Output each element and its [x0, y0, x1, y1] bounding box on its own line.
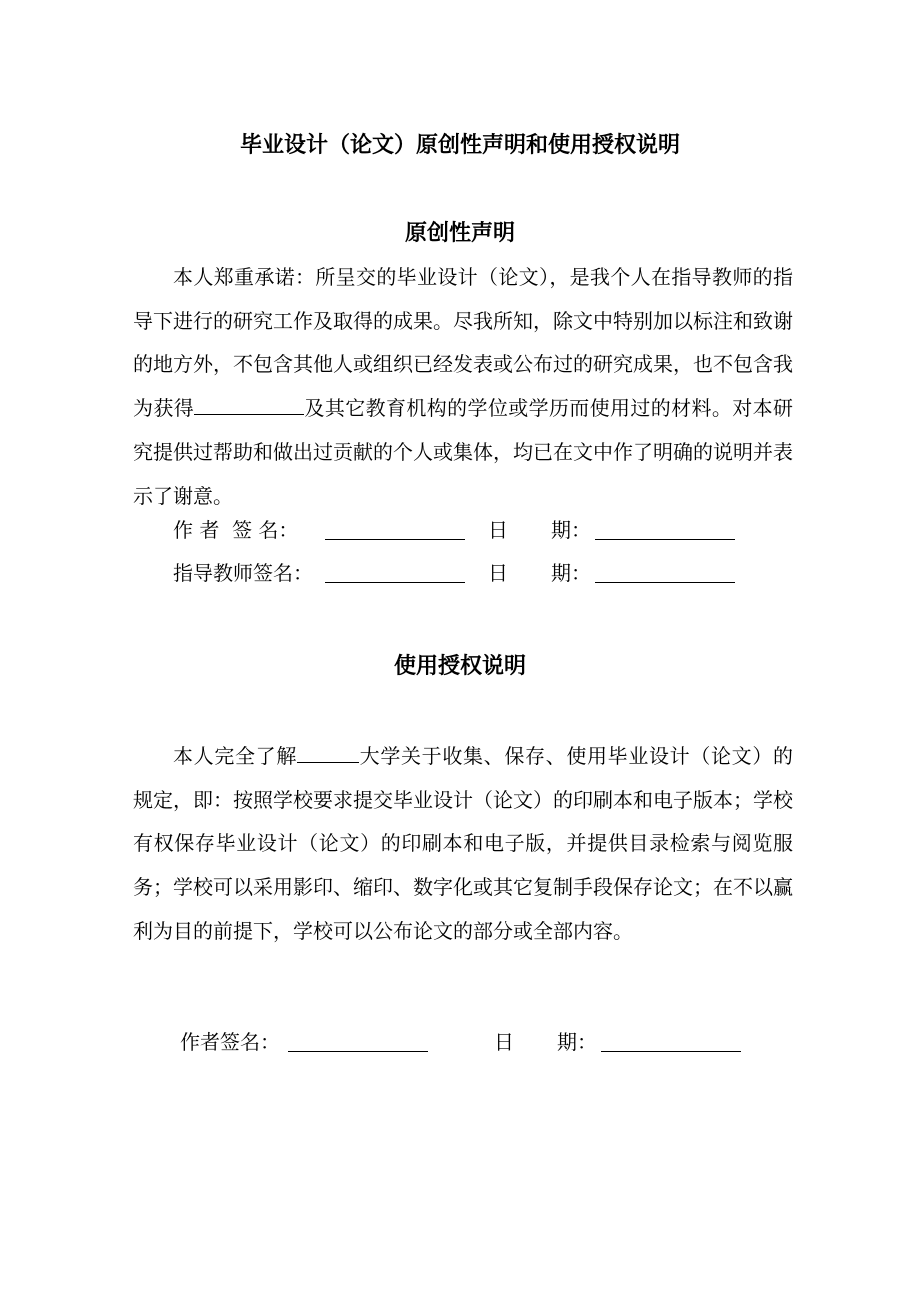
originality-statement	[133, 256, 793, 518]
advisor-date-line[interactable]	[595, 582, 735, 583]
author-date-line[interactable]	[595, 539, 735, 540]
date-label-char2: 期：	[557, 1030, 597, 1054]
author-signature-row	[0, 514, 920, 546]
author-signature-label: 作 者 签 名：	[173, 518, 299, 542]
date-label-char2: 期：	[551, 518, 591, 542]
date-label-char1: 日	[494, 1030, 514, 1054]
author-signature-line[interactable]	[325, 539, 465, 540]
advisor-signature-line[interactable]	[325, 582, 465, 583]
page-title: 毕业设计（论文）原创性声明和使用授权说明	[239, 133, 680, 158]
degree-blank-field[interactable]	[194, 394, 304, 415]
advisor-signature-row	[0, 557, 920, 589]
usage-text-part2: 大学关于收集、保存、使用毕业设计（论文）的规定，即：按照学校要求提交毕业设计（论文）的印刷本和电子版本；学校有权保存毕业设计（论文）的印刷本和电子版，并提供目录检索与阅览服务；学校可以采用影印、缩印、数字化或其它复制手段保存论文；在不以赢利为目的前提下，学校可以公布论文的部分或全部内容。	[133, 744, 793, 943]
usage-author-signature-line[interactable]	[288, 1051, 428, 1052]
originality-text-part1: 本人郑重承诺：所呈交的毕业设计（论文），是我个人在指导教师的指导下进行的研究工作及取得的成果。尽我所知，除文中特别加以标注和致谢的地方外，不包含其他人或组织已经发表或公布过的研究成果，也不包含我为获得	[133, 265, 793, 421]
date-label-char1: 日	[488, 561, 508, 585]
originality-heading: 原创性声明	[404, 221, 515, 246]
usage-text-part1: 本人完全了解	[173, 744, 297, 768]
usage-date-line[interactable]	[601, 1051, 741, 1052]
university-blank-field[interactable]	[297, 742, 359, 763]
usage-signature-row	[0, 1026, 920, 1058]
advisor-signature-label: 指导教师签名：	[173, 561, 313, 585]
date-label-char2: 期：	[551, 561, 591, 585]
usage-heading: 使用授权说明	[393, 654, 526, 679]
date-label-char1: 日	[488, 518, 508, 542]
usage-author-signature-label: 作者签名：	[180, 1030, 280, 1054]
usage-statement	[133, 735, 793, 954]
originality-text-part2: 及其它教育机构的学位或学历而使用过的材料。对本研究提供过帮助和做出过贡献的个人或集体，均已在文中作了明确的说明并表示了谢意。	[133, 396, 794, 508]
